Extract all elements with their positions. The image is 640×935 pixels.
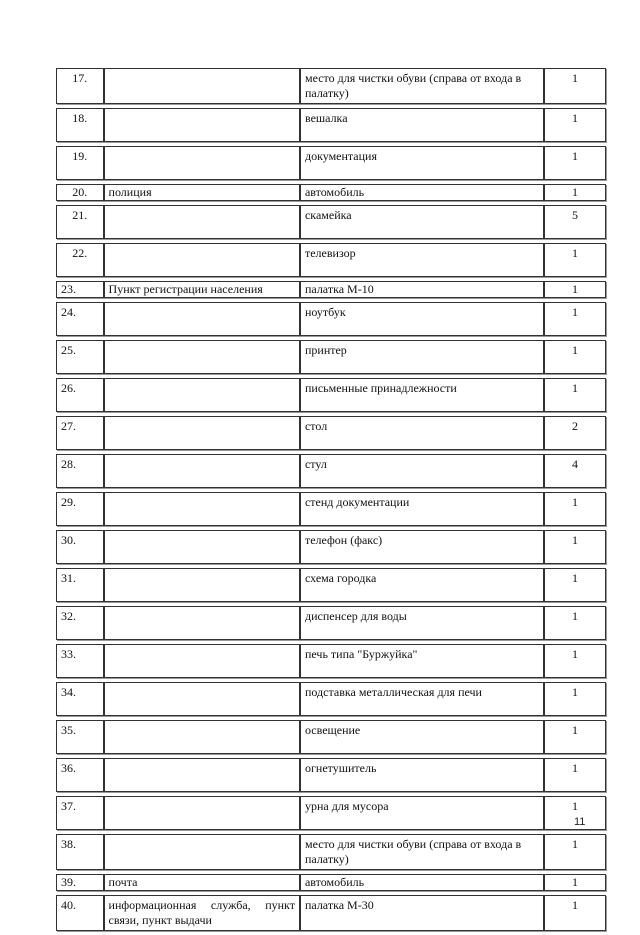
row-service-name (104, 205, 300, 239)
row-item: подставка металлическая для печи (300, 682, 544, 716)
row-item: телефон (факс) (300, 530, 544, 564)
row-number: 32. (56, 606, 104, 640)
row-quantity: 1 (544, 302, 606, 336)
row-item: принтер (300, 340, 544, 374)
row-item: схема городка (300, 568, 544, 602)
row-number: 18. (56, 108, 104, 142)
row-item: скамейка (300, 205, 544, 239)
table-row (56, 682, 606, 716)
row-item: диспенсер для воды (300, 606, 544, 640)
table-row (56, 895, 606, 931)
row-number: 28. (56, 454, 104, 488)
row-quantity: 1 (544, 492, 606, 526)
table-row (56, 243, 606, 277)
row-quantity: 1 (544, 184, 606, 201)
table-row (56, 340, 606, 374)
row-quantity: 5 (544, 205, 606, 239)
table-row (56, 184, 606, 201)
table-row (56, 874, 606, 891)
row-number: 22. (56, 243, 104, 277)
table-row (56, 281, 606, 298)
row-service-name (104, 568, 300, 602)
row-number: 21. (56, 205, 104, 239)
row-number: 38. (56, 834, 104, 870)
row-item: стол (300, 416, 544, 450)
row-quantity: 1 (544, 530, 606, 564)
row-item: письменные принадлежности (300, 378, 544, 412)
row-item: палатка М-30 (300, 895, 544, 931)
table-row (56, 796, 606, 830)
row-number: 25. (56, 340, 104, 374)
row-service-name (104, 530, 300, 564)
row-service-name (104, 834, 300, 870)
page-number: 11 (574, 816, 586, 828)
table-row (56, 568, 606, 602)
row-service-name (104, 108, 300, 142)
row-service-name (104, 340, 300, 374)
row-quantity: 1 (544, 606, 606, 640)
table-row (56, 530, 606, 564)
row-quantity: 1 (544, 796, 606, 830)
row-item: стул (300, 454, 544, 488)
row-number: 19. (56, 146, 104, 180)
row-quantity: 1 (544, 682, 606, 716)
table-row (56, 834, 606, 870)
row-number: 30. (56, 530, 104, 564)
table-row (56, 644, 606, 678)
row-item: ноутбук (300, 302, 544, 336)
row-service-name (104, 416, 300, 450)
row-item: печь типа "Буржуйка" (300, 644, 544, 678)
row-service-name: полиция (104, 184, 300, 201)
row-number: 40. (56, 895, 104, 931)
row-service-name: почта (104, 874, 300, 891)
row-number: 27. (56, 416, 104, 450)
equipment-table (56, 64, 606, 935)
row-number: 37. (56, 796, 104, 830)
row-quantity: 1 (544, 895, 606, 931)
row-number: 35. (56, 720, 104, 754)
row-quantity: 2 (544, 416, 606, 450)
row-number: 26. (56, 378, 104, 412)
row-service-name (104, 243, 300, 277)
table-row (56, 416, 606, 450)
row-service-name (104, 146, 300, 180)
table-row (56, 606, 606, 640)
row-item: место для чистки обуви (справа от входа в палатку) (300, 834, 544, 870)
row-quantity: 1 (544, 281, 606, 298)
row-item: урна для мусора (300, 796, 544, 830)
row-quantity: 1 (544, 758, 606, 792)
row-item: вешалка (300, 108, 544, 142)
row-service-name (104, 796, 300, 830)
row-service-name (104, 682, 300, 716)
row-item: огнетушитель (300, 758, 544, 792)
row-service-name (104, 606, 300, 640)
row-quantity: 1 (544, 68, 606, 104)
row-number: 24. (56, 302, 104, 336)
row-service-name (104, 758, 300, 792)
table-row (56, 492, 606, 526)
row-quantity: 1 (544, 340, 606, 374)
row-item: документация (300, 146, 544, 180)
table-row (56, 146, 606, 180)
table-row (56, 302, 606, 336)
row-service-name (104, 492, 300, 526)
row-item: освещение (300, 720, 544, 754)
row-number: 20. (56, 184, 104, 201)
table-row (56, 758, 606, 792)
row-service-name: Пункт регистрации населения (104, 281, 300, 298)
row-quantity: 1 (544, 146, 606, 180)
row-number: 17. (56, 68, 104, 104)
row-service-name (104, 720, 300, 754)
row-item: телевизор (300, 243, 544, 277)
row-item: автомобиль (300, 184, 544, 201)
row-item: автомобиль (300, 874, 544, 891)
row-quantity: 1 (544, 243, 606, 277)
row-quantity: 1 (544, 720, 606, 754)
row-service-name (104, 378, 300, 412)
row-quantity: 4 (544, 454, 606, 488)
row-number: 34. (56, 682, 104, 716)
row-item: стенд документации (300, 492, 544, 526)
row-quantity: 1 (544, 644, 606, 678)
row-service-name: информационная служба, пункт связи, пункт выдачи (104, 895, 300, 931)
row-item: место для чистки обуви (справа от входа в палатку) (300, 68, 544, 104)
row-number: 29. (56, 492, 104, 526)
row-item: палатка М-10 (300, 281, 544, 298)
row-number: 39. (56, 874, 104, 891)
row-number: 33. (56, 644, 104, 678)
table-row (56, 378, 606, 412)
row-quantity: 1 (544, 568, 606, 602)
row-service-name (104, 644, 300, 678)
row-number: 36. (56, 758, 104, 792)
table-row (56, 108, 606, 142)
table-row (56, 68, 606, 104)
row-quantity: 1 (544, 378, 606, 412)
table-row (56, 720, 606, 754)
row-number: 23. (56, 281, 104, 298)
row-service-name (104, 302, 300, 336)
row-quantity: 1 (544, 108, 606, 142)
table-row (56, 205, 606, 239)
row-service-name (104, 454, 300, 488)
row-quantity: 1 (544, 874, 606, 891)
table-row (56, 454, 606, 488)
row-service-name (104, 68, 300, 104)
row-number: 31. (56, 568, 104, 602)
row-quantity: 1 (544, 834, 606, 870)
